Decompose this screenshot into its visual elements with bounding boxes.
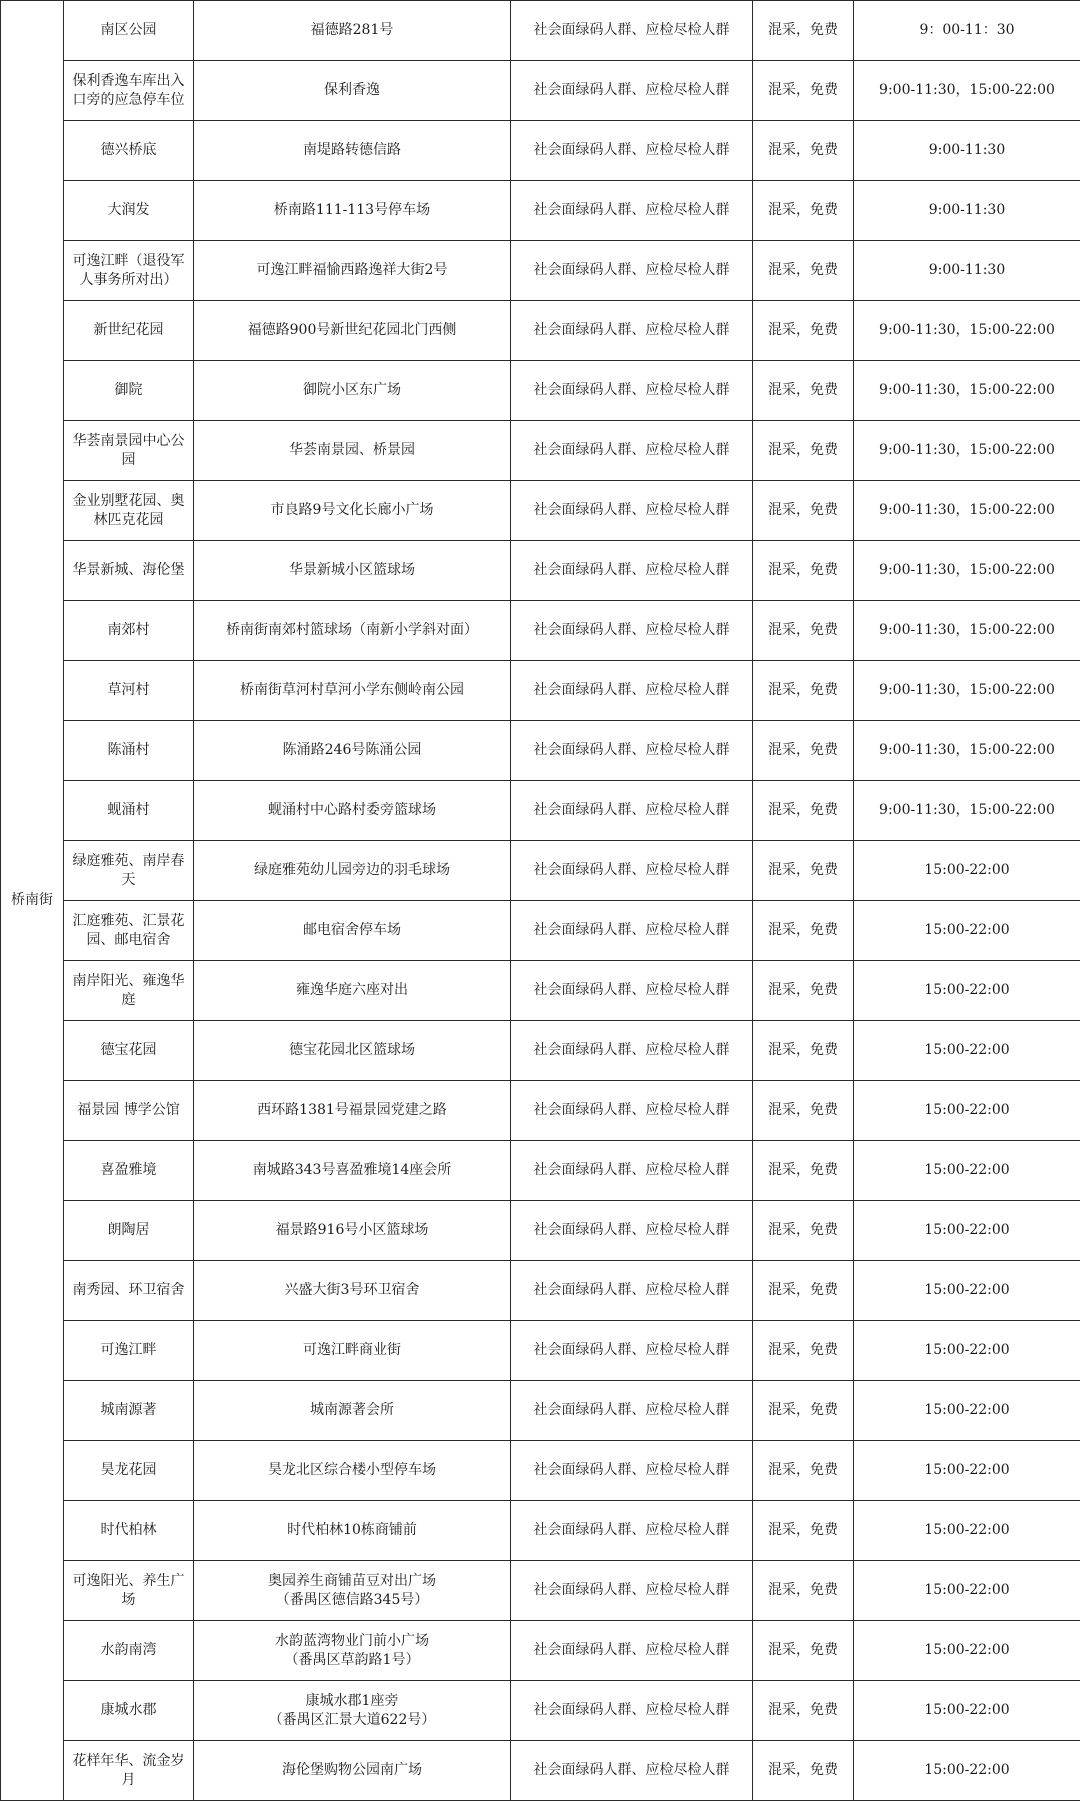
site-name-cell: 南秀园、环卫宿舍	[64, 1261, 194, 1321]
table-row	[1, 1681, 1080, 1741]
address-line: 桥南街南郊村篮球场（南新小学斜对面）	[198, 621, 506, 640]
sampling-method-cell: 混采，免费	[753, 841, 854, 901]
target-group-cell: 社会面绿码人群、应检尽检人群	[511, 1141, 753, 1201]
address-cell	[194, 181, 511, 241]
address-cell	[194, 1621, 511, 1681]
table-row	[1, 421, 1080, 481]
target-group-cell: 社会面绿码人群、应检尽检人群	[511, 121, 753, 181]
address-cell	[194, 61, 511, 121]
service-hours-cell: 9:00-11:30，15:00-22:00	[854, 541, 1080, 601]
table-row	[1, 61, 1080, 121]
site-name-cell: 可逸江畔	[64, 1321, 194, 1381]
sampling-method-cell: 混采，免费	[753, 901, 854, 961]
address-cell	[194, 1081, 511, 1141]
sampling-method-cell: 混采，免费	[753, 361, 854, 421]
table-row	[1, 181, 1080, 241]
target-group-cell: 社会面绿码人群、应检尽检人群	[511, 901, 753, 961]
sampling-method-cell: 混采，免费	[753, 1, 854, 61]
table-row	[1, 1381, 1080, 1441]
district-cell: 桥南街	[1, 1, 64, 1801]
address-cell	[194, 1201, 511, 1261]
sampling-method-cell: 混采，免费	[753, 1621, 854, 1681]
sampling-method-cell: 混采，免费	[753, 961, 854, 1021]
table-row	[1, 1561, 1080, 1621]
service-hours-cell: 15:00-22:00	[854, 1501, 1080, 1561]
address-cell	[194, 1741, 511, 1801]
address-line: 市良路9号文化长廊小广场	[198, 501, 506, 520]
address-line: 华景新城小区篮球场	[198, 561, 506, 580]
address-cell	[194, 1501, 511, 1561]
site-name-cell: 华荟南景园中心公园	[64, 421, 194, 481]
table-row	[1, 1621, 1080, 1681]
target-group-cell: 社会面绿码人群、应检尽检人群	[511, 421, 753, 481]
sampling-method-cell: 混采，免费	[753, 181, 854, 241]
site-name-cell: 新世纪花园	[64, 301, 194, 361]
sampling-method-cell: 混采，免费	[753, 1441, 854, 1501]
table-row	[1, 961, 1080, 1021]
address-line: 蚬涌村中心路村委旁篮球场	[198, 801, 506, 820]
address-cell	[194, 721, 511, 781]
site-name-cell: 大润发	[64, 181, 194, 241]
address-line: 福景路916号小区篮球场	[198, 1221, 506, 1240]
service-hours-cell: 15:00-22:00	[854, 961, 1080, 1021]
table-row	[1, 1021, 1080, 1081]
address-line: 德宝花园北区篮球场	[198, 1041, 506, 1060]
sampling-method-cell: 混采，免费	[753, 61, 854, 121]
address-cell	[194, 1141, 511, 1201]
target-group-cell: 社会面绿码人群、应检尽检人群	[511, 301, 753, 361]
sampling-method-cell: 混采，免费	[753, 1201, 854, 1261]
target-group-cell: 社会面绿码人群、应检尽检人群	[511, 1021, 753, 1081]
sampling-method-cell: 混采，免费	[753, 661, 854, 721]
address-line: 御院小区东广场	[198, 381, 506, 400]
sampling-method-cell: 混采，免费	[753, 1501, 854, 1561]
service-hours-cell: 15:00-22:00	[854, 1141, 1080, 1201]
address-line: 保利香逸	[198, 81, 506, 100]
service-hours-cell: 9:00-11:30，15:00-22:00	[854, 601, 1080, 661]
table-row	[1, 601, 1080, 661]
address-cell	[194, 421, 511, 481]
target-group-cell: 社会面绿码人群、应检尽检人群	[511, 601, 753, 661]
sampling-method-cell: 混采，免费	[753, 1321, 854, 1381]
site-name-cell: 蚬涌村	[64, 781, 194, 841]
address-cell	[194, 1021, 511, 1081]
address-line: 南堤路转德信路	[198, 141, 506, 160]
site-name-cell: 福景园 博学公馆	[64, 1081, 194, 1141]
address-line: 陈涌路246号陈涌公园	[198, 741, 506, 760]
address-cell	[194, 601, 511, 661]
address-cell	[194, 1261, 511, 1321]
site-name-cell: 南区公园	[64, 1, 194, 61]
address-line: 奥园养生商铺苗豆对出广场	[198, 1572, 506, 1591]
address-cell	[194, 1441, 511, 1501]
site-name-cell: 康城水郡	[64, 1681, 194, 1741]
service-hours-cell: 9:00-11:30，15:00-22:00	[854, 361, 1080, 421]
service-hours-cell: 15:00-22:00	[854, 1201, 1080, 1261]
address-line: 可逸江畔商业街	[198, 1341, 506, 1360]
table-row	[1, 1501, 1080, 1561]
address-cell	[194, 121, 511, 181]
address-cell	[194, 1, 511, 61]
sampling-method-cell: 混采，免费	[753, 1681, 854, 1741]
address-line: （番禺区汇景大道622号）	[198, 1711, 506, 1730]
service-hours-cell: 9:00-11:30	[854, 241, 1080, 301]
target-group-cell: 社会面绿码人群、应检尽检人群	[511, 541, 753, 601]
address-line: 桥南路111-113号停车场	[198, 201, 506, 220]
table-row	[1, 1201, 1080, 1261]
site-name-cell: 可逸江畔（退役军人事务所对出）	[64, 241, 194, 301]
sampling-method-cell: 混采，免费	[753, 601, 854, 661]
target-group-cell: 社会面绿码人群、应检尽检人群	[511, 961, 753, 1021]
address-line: 南城路343号喜盈雅境14座会所	[198, 1161, 506, 1180]
site-name-cell: 御院	[64, 361, 194, 421]
address-line: 兴盛大街3号环卫宿舍	[198, 1281, 506, 1300]
sampling-method-cell: 混采，免费	[753, 1141, 854, 1201]
table-row	[1, 361, 1080, 421]
address-cell	[194, 841, 511, 901]
target-group-cell: 社会面绿码人群、应检尽检人群	[511, 1621, 753, 1681]
service-hours-cell: 15:00-22:00	[854, 1561, 1080, 1621]
address-cell	[194, 541, 511, 601]
table-row	[1, 781, 1080, 841]
site-name-cell: 绿庭雅苑、南岸春天	[64, 841, 194, 901]
site-name-cell: 陈涌村	[64, 721, 194, 781]
site-name-cell: 草河村	[64, 661, 194, 721]
table-row	[1, 541, 1080, 601]
table-row	[1, 481, 1080, 541]
site-name-cell: 德宝花园	[64, 1021, 194, 1081]
address-line: 可逸江畔福愉西路逸祥大街2号	[198, 261, 506, 280]
address-cell	[194, 1321, 511, 1381]
service-hours-cell: 9:00-11:30，15:00-22:00	[854, 61, 1080, 121]
sampling-method-cell: 混采，免费	[753, 1381, 854, 1441]
address-cell	[194, 241, 511, 301]
address-cell	[194, 1561, 511, 1621]
table-row	[1, 721, 1080, 781]
service-hours-cell: 9:00-11:30，15:00-22:00	[854, 781, 1080, 841]
service-hours-cell: 9:00-11:30，15:00-22:00	[854, 301, 1080, 361]
site-name-cell: 华景新城、海伦堡	[64, 541, 194, 601]
target-group-cell: 社会面绿码人群、应检尽检人群	[511, 1741, 753, 1801]
sampling-method-cell: 混采，免费	[753, 121, 854, 181]
table-row	[1, 841, 1080, 901]
site-name-cell: 喜盈雅境	[64, 1141, 194, 1201]
site-name-cell: 水韵南湾	[64, 1621, 194, 1681]
target-group-cell: 社会面绿码人群、应检尽检人群	[511, 781, 753, 841]
table-row	[1, 1081, 1080, 1141]
target-group-cell: 社会面绿码人群、应检尽检人群	[511, 481, 753, 541]
table-row	[1, 1321, 1080, 1381]
sampling-method-cell: 混采，免费	[753, 541, 854, 601]
sampling-method-cell: 混采，免费	[753, 781, 854, 841]
sampling-method-cell: 混采，免费	[753, 481, 854, 541]
address-line: 海伦堡购物公园南广场	[198, 1761, 506, 1780]
address-line: 昊龙北区综合楼小型停车场	[198, 1461, 506, 1480]
address-cell	[194, 361, 511, 421]
target-group-cell: 社会面绿码人群、应检尽检人群	[511, 1501, 753, 1561]
sampling-method-cell: 混采，免费	[753, 1261, 854, 1321]
address-line: 邮电宿舍停车场	[198, 921, 506, 940]
service-hours-cell: 9:00-11:30	[854, 181, 1080, 241]
target-group-cell: 社会面绿码人群、应检尽检人群	[511, 1201, 753, 1261]
address-line: 雍逸华庭六座对出	[198, 981, 506, 1000]
site-name-cell: 城南源著	[64, 1381, 194, 1441]
table-body	[1, 1, 1080, 1801]
sampling-method-cell: 混采，免费	[753, 1561, 854, 1621]
service-hours-cell: 15:00-22:00	[854, 1621, 1080, 1681]
sampling-method-cell: 混采，免费	[753, 1021, 854, 1081]
site-name-cell: 可逸阳光、养生广场	[64, 1561, 194, 1621]
site-name-cell: 南岸阳光、雍逸华庭	[64, 961, 194, 1021]
table-row	[1, 1741, 1080, 1801]
target-group-cell: 社会面绿码人群、应检尽检人群	[511, 1261, 753, 1321]
target-group-cell: 社会面绿码人群、应检尽检人群	[511, 1561, 753, 1621]
table-row	[1, 901, 1080, 961]
service-hours-cell: 15:00-22:00	[854, 1261, 1080, 1321]
service-hours-cell: 9:00-11:30	[854, 121, 1080, 181]
table-row	[1, 241, 1080, 301]
address-cell	[194, 901, 511, 961]
sampling-method-cell: 混采，免费	[753, 301, 854, 361]
target-group-cell: 社会面绿码人群、应检尽检人群	[511, 721, 753, 781]
service-hours-cell: 15:00-22:00	[854, 1381, 1080, 1441]
target-group-cell: 社会面绿码人群、应检尽检人群	[511, 1081, 753, 1141]
service-hours-cell: 9:00-11:30，15:00-22:00	[854, 421, 1080, 481]
address-line: 康城水郡1座旁	[198, 1692, 506, 1711]
address-line: （番禺区德信路345号）	[198, 1591, 506, 1610]
table-row	[1, 121, 1080, 181]
address-line: 桥南街草河村草河小学东侧岭南公园	[198, 681, 506, 700]
site-name-cell: 花样年华、流金岁月	[64, 1741, 194, 1801]
address-line: 福德路900号新世纪花园北门西侧	[198, 321, 506, 340]
sampling-method-cell: 混采，免费	[753, 1741, 854, 1801]
table-row	[1, 1261, 1080, 1321]
site-name-cell: 汇庭雅苑、汇景花园、邮电宿舍	[64, 901, 194, 961]
table-row	[1, 301, 1080, 361]
service-hours-cell: 15:00-22:00	[854, 1321, 1080, 1381]
address-cell	[194, 301, 511, 361]
service-hours-cell: 15:00-22:00	[854, 1021, 1080, 1081]
target-group-cell: 社会面绿码人群、应检尽检人群	[511, 1681, 753, 1741]
table-row	[1, 1141, 1080, 1201]
address-line: 绿庭雅苑幼儿园旁边的羽毛球场	[198, 861, 506, 880]
address-cell	[194, 1681, 511, 1741]
address-line: 华荟南景园、桥景园	[198, 441, 506, 460]
site-name-cell: 金业别墅花园、奥林匹克花园	[64, 481, 194, 541]
service-hours-cell: 15:00-22:00	[854, 1681, 1080, 1741]
service-hours-cell: 15:00-22:00	[854, 1741, 1080, 1801]
service-hours-cell: 9:00-11:30，15:00-22:00	[854, 661, 1080, 721]
sampling-method-cell: 混采，免费	[753, 1081, 854, 1141]
site-name-cell: 保利香逸车库出入口旁的应急停车位	[64, 61, 194, 121]
site-name-cell: 德兴桥底	[64, 121, 194, 181]
service-hours-cell: 15:00-22:00	[854, 1081, 1080, 1141]
address-cell	[194, 481, 511, 541]
site-name-cell: 昊龙花园	[64, 1441, 194, 1501]
site-name-cell: 时代柏林	[64, 1501, 194, 1561]
service-hours-cell: 9:00-11:30，15:00-22:00	[854, 721, 1080, 781]
target-group-cell: 社会面绿码人群、应检尽检人群	[511, 361, 753, 421]
target-group-cell: 社会面绿码人群、应检尽检人群	[511, 1381, 753, 1441]
address-line: 时代柏林10栋商铺前	[198, 1521, 506, 1540]
target-group-cell: 社会面绿码人群、应检尽检人群	[511, 241, 753, 301]
site-name-cell: 朗陶居	[64, 1201, 194, 1261]
sampling-method-cell: 混采，免费	[753, 421, 854, 481]
target-group-cell: 社会面绿码人群、应检尽检人群	[511, 1321, 753, 1381]
table-row	[1, 1441, 1080, 1501]
address-line: 西环路1381号福景园党建之路	[198, 1101, 506, 1120]
service-hours-cell: 15:00-22:00	[854, 1441, 1080, 1501]
target-group-cell: 社会面绿码人群、应检尽检人群	[511, 1, 753, 61]
table-row	[1, 661, 1080, 721]
table-row	[1, 1, 1080, 61]
sampling-method-cell: 混采，免费	[753, 241, 854, 301]
target-group-cell: 社会面绿码人群、应检尽检人群	[511, 1441, 753, 1501]
address-line: 福德路281号	[198, 21, 506, 40]
address-cell	[194, 661, 511, 721]
target-group-cell: 社会面绿码人群、应检尽检人群	[511, 841, 753, 901]
address-cell	[194, 1381, 511, 1441]
service-hours-cell: 15:00-22:00	[854, 841, 1080, 901]
address-line: （番禺区草韵路1号）	[198, 1651, 506, 1670]
site-name-cell: 南郊村	[64, 601, 194, 661]
address-line: 城南源著会所	[198, 1401, 506, 1420]
target-group-cell: 社会面绿码人群、应检尽检人群	[511, 661, 753, 721]
address-cell	[194, 961, 511, 1021]
service-hours-cell: 15:00-22:00	[854, 901, 1080, 961]
target-group-cell: 社会面绿码人群、应检尽检人群	[511, 181, 753, 241]
service-hours-cell: 9：00-11：30	[854, 1, 1080, 61]
sampling-method-cell: 混采，免费	[753, 721, 854, 781]
target-group-cell: 社会面绿码人群、应检尽检人群	[511, 61, 753, 121]
address-line: 水韵蓝湾物业门前小广场	[198, 1632, 506, 1651]
address-cell	[194, 781, 511, 841]
service-hours-cell: 9:00-11:30，15:00-22:00	[854, 481, 1080, 541]
